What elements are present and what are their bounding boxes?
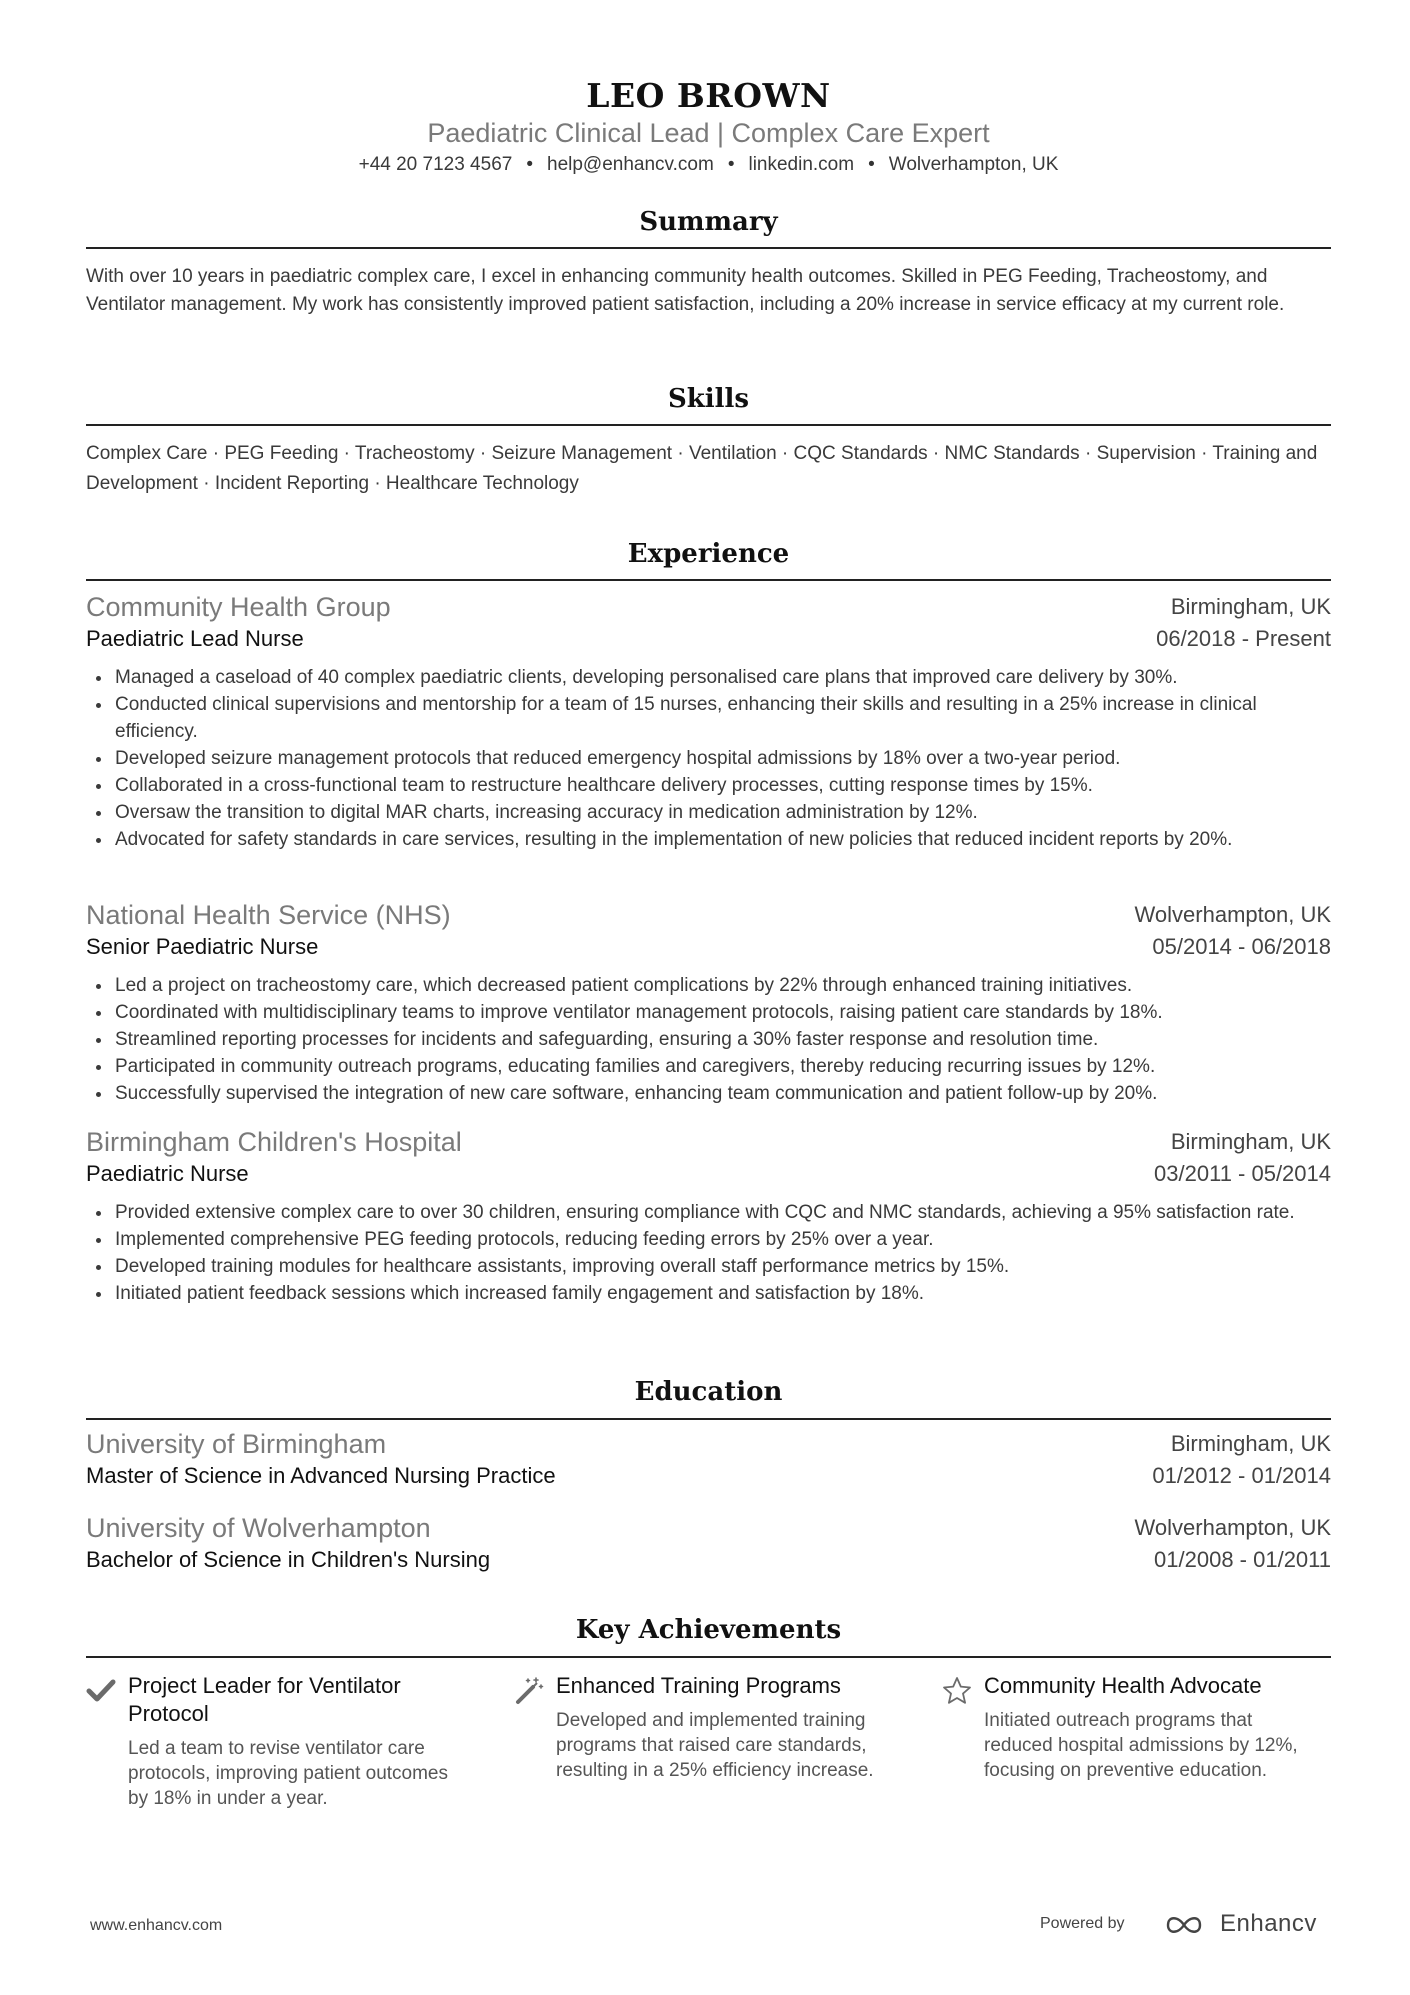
job-dates: 06/2018 - Present xyxy=(1156,626,1331,651)
achievement-description: Developed and implemented training programs that raised care standards, resulting in a 25% efficiency increase. xyxy=(556,1710,874,1781)
job-bullets xyxy=(86,664,1331,853)
footer-brand-name[interactable]: Enhancv xyxy=(1220,1910,1317,1937)
list-item: • Advocated for safety standards in care services, resulting in the implementation of new policies that reduced incident reports by 20%. xyxy=(113,826,1331,853)
achievement-description: Led a team to revise ventilator care protocols, improving patient outcomes by 18% in under a year. xyxy=(128,1738,448,1809)
achievement-description: Initiated outreach programs that reduced hospital admissions by 12%, focusing on preventive education. xyxy=(984,1710,1298,1781)
achievement-title: Enhanced Training Programs xyxy=(556,1673,841,1698)
education-entry xyxy=(86,1513,1331,1581)
skills-divider xyxy=(86,424,1331,426)
achievement-title: Community Health Advocate xyxy=(984,1673,1262,1698)
candidate-name: LEO BROWN xyxy=(586,76,831,115)
job-bullets xyxy=(86,972,1331,1107)
skills-heading: Skills xyxy=(667,384,750,414)
list-item: • Led a project on tracheostomy care, which decreased patient complications by 22% through enhanced training initiatives. xyxy=(113,972,1331,999)
list-item: • Provided extensive complex care to over 30 children, ensuring compliance with CQC and NMC standards, achieving a 95% satisfaction rate. xyxy=(113,1199,1331,1226)
list-item: • Coordinated with multidisciplinary teams to improve ventilator management protocols, raising patient care standards by 18%. xyxy=(113,999,1331,1026)
job-entry xyxy=(86,1127,1331,1307)
footer-powered-by: Powered by xyxy=(1040,1915,1125,1932)
list-item: • Developed training modules for healthcare assistants, improving overall staff performance metrics by 15%. xyxy=(113,1253,1331,1280)
list-item: • Successfully supervised the integration of new care software, enhancing team communication and patient follow-up by 20%. xyxy=(113,1080,1331,1107)
check-icon xyxy=(86,1676,116,1706)
job-dates: 03/2011 - 05/2014 xyxy=(1154,1161,1331,1186)
school-location: Wolverhampton, UK xyxy=(1134,1515,1331,1540)
job-role: Paediatric Nurse xyxy=(86,1161,249,1186)
school-location: Birmingham, UK xyxy=(1170,1431,1331,1456)
education-dates: 01/2012 - 01/2014 xyxy=(1152,1463,1331,1488)
contact-location: Wolverhampton, UK xyxy=(888,154,1059,175)
list-item: • Implemented comprehensive PEG feeding protocols, reducing feeding errors by 25% over a year. xyxy=(113,1226,1331,1253)
company-name: Community Health Group xyxy=(86,592,391,622)
job-dates: 05/2014 - 06/2018 xyxy=(1152,934,1331,959)
list-item: • Streamlined reporting processes for incidents and safeguarding, ensuring a 30% faster response and resolution time. xyxy=(113,1026,1331,1053)
school-name: University of Wolverhampton xyxy=(86,1513,431,1543)
school-name: University of Birmingham xyxy=(86,1429,387,1459)
contact-line xyxy=(86,154,1331,176)
list-item: • Developed seizure management protocols that reduced emergency hospital admissions by 18% over a two-year period. xyxy=(113,745,1331,772)
summary-heading: Summary xyxy=(639,207,778,237)
list-item: • Participated in community outreach programs, educating families and caregivers, thereby reducing recurring issues by 12%. xyxy=(113,1053,1331,1080)
company-name: Birmingham Children's Hospital xyxy=(86,1127,462,1157)
summary-divider xyxy=(86,247,1331,249)
job-bullets xyxy=(86,1199,1331,1307)
job-location: Wolverhampton, UK xyxy=(1134,902,1331,927)
job-location: Birmingham, UK xyxy=(1170,594,1331,619)
education-heading: Education xyxy=(634,1377,783,1407)
list-item: • Conducted clinical supervisions and mentorship for a team of 15 nurses, enhancing their skills and resulting in a 25% increase in clinical efficiency. xyxy=(113,691,1331,745)
star-icon xyxy=(942,1676,972,1706)
summary-text: With over 10 years in paediatric complex care, I excel in enhancing community health outcomes. Skilled in PEG Feeding, Tracheostomy, and Ventilator management. My work has consistently improved patient satisfaction, including a 20% increase in service efficacy at my current role. xyxy=(86,266,1285,315)
bullet-separator: • xyxy=(727,154,735,175)
list-item: • Initiated patient feedback sessions which increased family engagement and satisfaction by 18%. xyxy=(113,1280,1331,1307)
bullet-separator: • xyxy=(868,154,875,175)
bullet-separator: • xyxy=(526,154,533,175)
education-divider xyxy=(86,1418,1331,1420)
achievements-divider xyxy=(86,1656,1331,1658)
contact-email[interactable]: help@enhancv.com xyxy=(547,154,714,175)
experience-heading: Experience xyxy=(627,539,790,569)
education-entry xyxy=(86,1429,1331,1497)
achievement-title: Project Leader for Ventilator Protocol xyxy=(128,1673,401,1726)
magic-wand-icon xyxy=(514,1676,544,1706)
footer-website[interactable]: www.enhancv.com xyxy=(90,1917,223,1934)
experience-divider xyxy=(86,579,1331,581)
job-location: Birmingham, UK xyxy=(1170,1129,1331,1154)
skills-text: Complex Care · PEG Feeding · Tracheostomy · Seizure Management · Ventilation · CQC Standards · NMC Standards · Supervision · Training and Development · Incident Reporting · Healthcare Technology xyxy=(86,443,1318,494)
candidate-tagline: Paediatric Clinical Lead | Complex Care Expert xyxy=(427,118,990,148)
list-item: • Managed a caseload of 40 complex paediatric clients, developing personalised care plans that improved care delivery by 30%. xyxy=(113,664,1331,691)
list-item: • Collaborated in a cross-functional team to restructure healthcare delivery processes, cutting response times by 15%. xyxy=(113,772,1331,799)
job-role: Senior Paediatric Nurse xyxy=(86,934,319,959)
job-role: Paediatric Lead Nurse xyxy=(86,626,304,651)
degree-name: Bachelor of Science in Children's Nursing xyxy=(86,1547,491,1572)
achievements-heading: Key Achievements xyxy=(575,1615,842,1645)
job-entry xyxy=(86,900,1331,1107)
education-dates: 01/2008 - 01/2011 xyxy=(1154,1547,1331,1572)
job-entry xyxy=(86,592,1331,853)
contact-phone: +44 20 7123 4567 xyxy=(358,154,513,175)
company-name: National Health Service (NHS) xyxy=(86,900,451,930)
degree-name: Master of Science in Advanced Nursing Practice xyxy=(86,1463,556,1488)
list-item: • Oversaw the transition to digital MAR charts, increasing accuracy in medication administration by 12%. xyxy=(113,799,1331,826)
contact-linkedin[interactable]: linkedin.com xyxy=(748,154,855,175)
